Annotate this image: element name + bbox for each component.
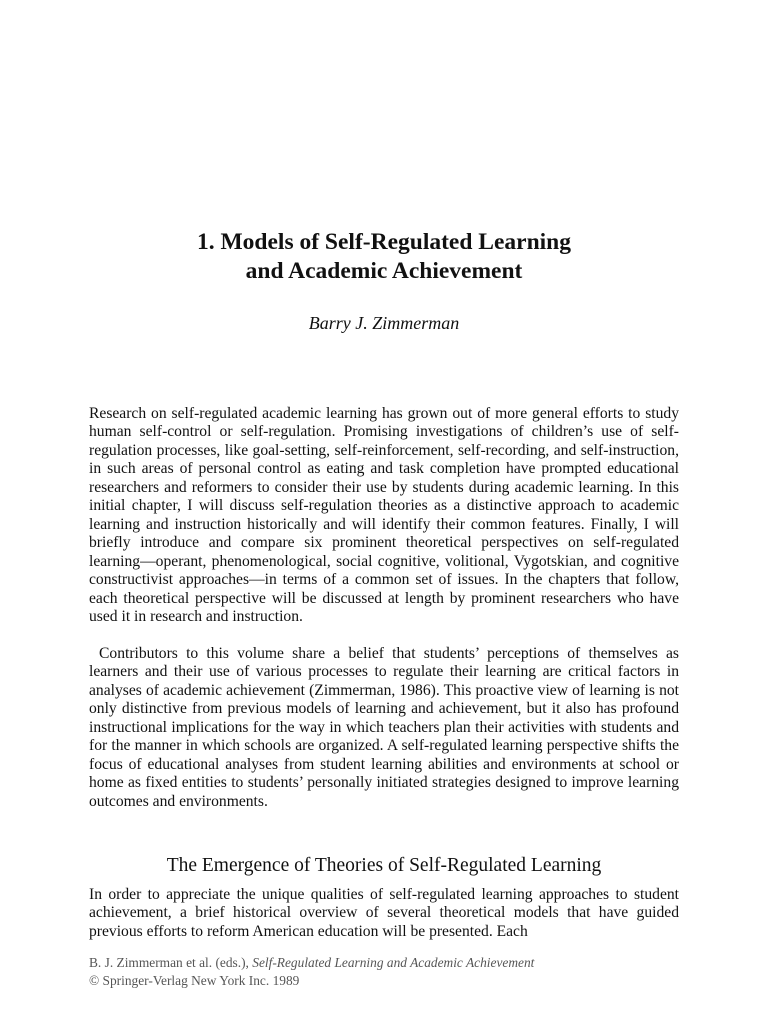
author-name: Barry J. Zimmerman [308,313,460,333]
chapter-title-line-1: 1. Models of Self-Regulated Learning [196,229,571,255]
section-heading: The Emergence of Theories of Self-Regulated Learning [166,855,602,876]
body-paragraph-1: Research on self-regulated academic learning has grown out of more general efforts to study human self-control or self-regulation. Promising investigations of children’s use of self-regulation processes, like goal-setting, self-reinforcement, self-recording, and self-instruction, in such areas of personal control as eating and task completion have prompted educational researchers and reformers to consider their use by students during academic learning. In this initial chapter, I will discuss self-regulation theories as a distinctive approach to academic learning and instruction historically and will identify their common features. Finally, I will briefly introduce and compare six prominent theoretical perspectives on self-regulated learning—operant, phenomenological, social cognitive, volitional, Vygotskian, and cognitive constructivist approaches—in terms of a common set of issues. In the chapters that follow, each theoretical perspective will be discussed at length by prominent researchers who have used it in research and instruction. [89,405,679,625]
footer-citation [89,954,689,972]
footer-citation-prefix: B. J. Zimmerman et al. (eds.), [89,955,253,970]
footer-book-title: Self-Regulated Learning and Academic Achievement [252,955,535,970]
chapter-title-line-2: and Academic Achievement [245,258,523,284]
chapter-title [0,228,768,286]
page-footer [89,954,689,989]
footer-copyright: © Springer-Verlag New York Inc. 1989 [89,972,300,988]
section-paragraph: In order to appreciate the unique qualities of self-regulated learning approaches to student achievement, a brief historical overview of several theoretical models that have guided previous efforts to reform American education will be presented. Each [89,886,679,940]
body-paragraph-2: Contributors to this volume share a belief that students’ perceptions of themselves as learners and their use of various processes to regulate their learning are critical factors in analyses of academic achievement (Zimmerman, 1986). This proactive view of learning is not only distinctive from previous models of learning and achievement, but it also has profound instructional implications for the way in which teachers plan their activities with students and for the manner in which schools are organized. A self-regulated learning perspective shifts the focus of educational analyses from student learning abilities and environments at school or home as fixed entities to students’ personally initiated strategies designed to improve learning outcomes and environments. [89,645,679,810]
